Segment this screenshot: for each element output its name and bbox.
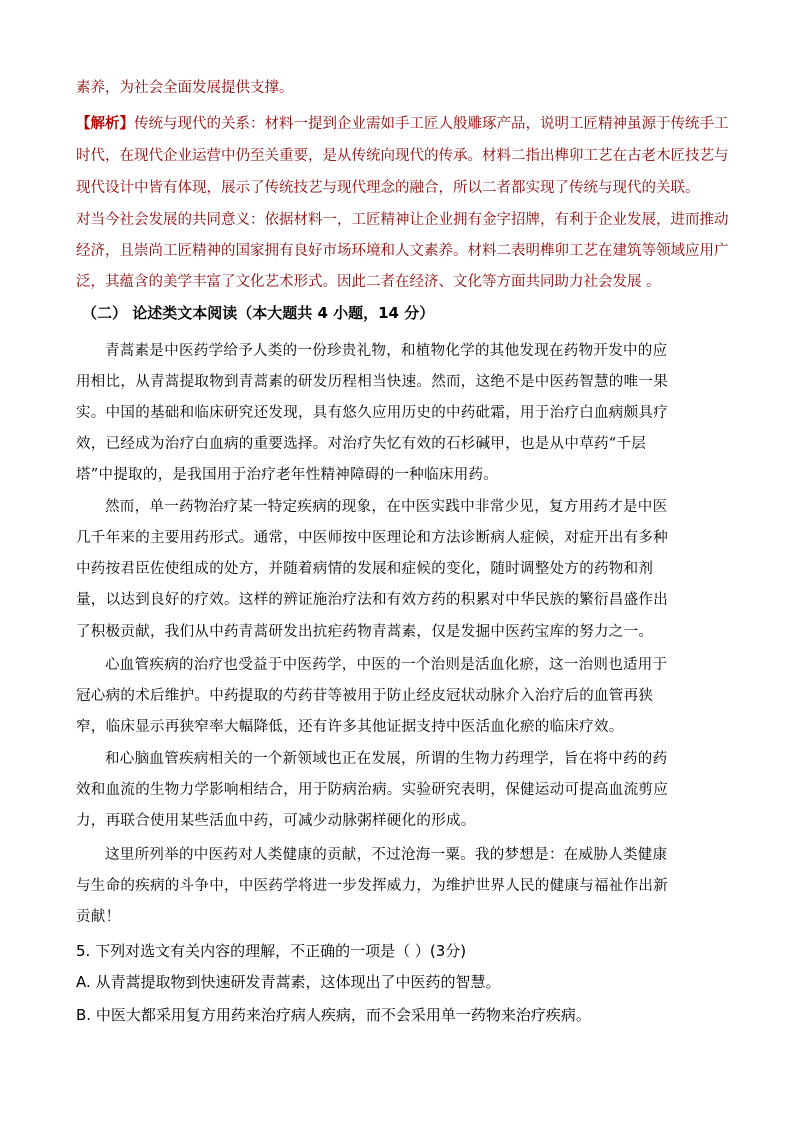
analysis-line-6: 经济，且崇尚工匠精神的国家拥有良好市场环境和人文素养。材料二表明榫卯工艺在建筑等领域应用广 — [76, 243, 729, 259]
passage-p2-line-2: 几千年来的主要用药形式。通常，中医师按中医理论和方法诊断病人症候，对症开出有多种 — [76, 530, 668, 546]
passage-p1-line-2: 用相比，从青蒿提取物到青蒿素的研发历程相当快速。然而，这绝不是中医药智慧的唯一果 — [76, 374, 668, 390]
passage-p1-line-4: 效，已经成为治疗白血病的重要选择。对治疗失忆有效的石杉碱甲，也是从中草药“千层 — [76, 436, 647, 452]
passage-p3-line-3: 窄，临床显示再狭窄率大幅降低，还有许多其他证据支持中医活血化瘀的临床疗效。 — [76, 719, 624, 735]
analysis-line-2-text: 传统与现代的关系：材料一提到企业需如手工匠人般雕琢产品，说明工匠精神虽源于传统手工 — [134, 116, 729, 132]
passage-p1-line-3: 实。中国的基础和临床研究还发现，具有悠久应用历史的中药砒霜，用于治疗白血病颇具疗 — [76, 405, 668, 421]
passage-p4-line-1: 和心脑血管疾病相关的一个新领域也正在发展，所谓的生物力药理学，旨在将中药的药 — [105, 751, 668, 767]
passage-p2-line-1: 然而，单一药物治疗某一特定疾病的现象，在中医实践中非常少见，复方用药才是中医 — [105, 499, 668, 515]
analysis-line-5: 对当今社会发展的共同意义：依据材料一，工匠精神让企业拥有金字招牌，有利于企业发展，进而推动 — [76, 212, 729, 228]
question-5-option-b: B. 中医大都采用复方用药来治疗病人疾病，而不会采用单一药物来治疗疾病。 — [76, 1006, 591, 1024]
question-5-option-a: A. 从青蒿提取物到快速研发青蒿素，这体现出了中医药的智慧。 — [76, 973, 501, 991]
analysis-line-7: 泛，其蕴含的美学丰富了文化艺术形式。因此二者在经济、文化等方面共同助力社会发展 。 — [76, 274, 661, 290]
analysis-line-2 — [76, 114, 729, 134]
passage-p2-line-5: 了积极贡献，我们从中药青蒿研发出抗疟药物青蒿素，仅是发掘中医药宝库的努力之一。 — [76, 624, 654, 640]
section-heading: （二） 论述类文本阅读（本大题共 4 小题，14 分） — [82, 304, 435, 322]
passage-p2-line-3: 中药按君臣佐使组成的处方，并随着病情的发展和症候的变化，随时调整处方的药物和剂 — [76, 561, 654, 577]
question-5-stem: 5. 下列对选文有关内容的理解，不正确的一项是（ ）(3分) — [76, 942, 467, 960]
passage-p3-line-2: 冠心病的术后维护。中药提取的芍药苷等被用于防止经皮冠状动脉介入治疗后的血管再狭 — [76, 688, 654, 704]
passage-p5-line-1: 这里所列举的中医药对人类健康的贡献，不过沧海一粟。我的梦想是：在威胁人类健康 — [105, 847, 668, 863]
passage-p4-line-3: 力，再联合使用某些活血中药，可减少动脉粥样硬化的形成。 — [76, 813, 476, 829]
passage-p5-line-2: 与生命的疾病的斗争中，中医药学将进一步发挥威力，为维护世界人民的健康与福祉作出新 — [76, 878, 668, 894]
passage-p3-line-1: 心血管疾病的治疗也受益于中医药学，中医的一个治则是活血化瘀，这一治则也适用于 — [105, 657, 668, 673]
passage-p5-line-3: 贡献！ — [76, 909, 121, 925]
passage-p1-line-5: 塔”中提取的，是我国用于治疗老年性精神障碍的一种临床用药。 — [76, 467, 499, 483]
passage-p2-line-4: 量，以达到良好的疗效。这样的辨证施治疗法和有效方药的积累对中华民族的繁衍昌盛作出 — [76, 592, 668, 608]
analysis-tag: 【解析】 — [76, 116, 134, 132]
passage-p4-line-2: 效和血流的生物力学影响相结合，用于防病治病。实验研究表明，保健运动可提高血流剪应 — [76, 782, 668, 798]
analysis-line-4: 现代设计中皆有体现，展示了传统技艺与现代理念的融合，所以二者都实现了传统与现代的关联。 — [76, 180, 700, 196]
passage-p1-line-1: 青蒿素是中医药学给予人类的一份珍贵礼物，和植物化学的其他发现在药物开发中的应 — [105, 343, 668, 359]
analysis-line-3: 时代，在现代企业运营中仍至关重要，是从传统向现代的传承。材料二指出榫卯工艺在古老木匠技艺与 — [76, 148, 729, 164]
analysis-line-1: 素养，为社会全面发展提供支撑。 — [76, 80, 294, 96]
